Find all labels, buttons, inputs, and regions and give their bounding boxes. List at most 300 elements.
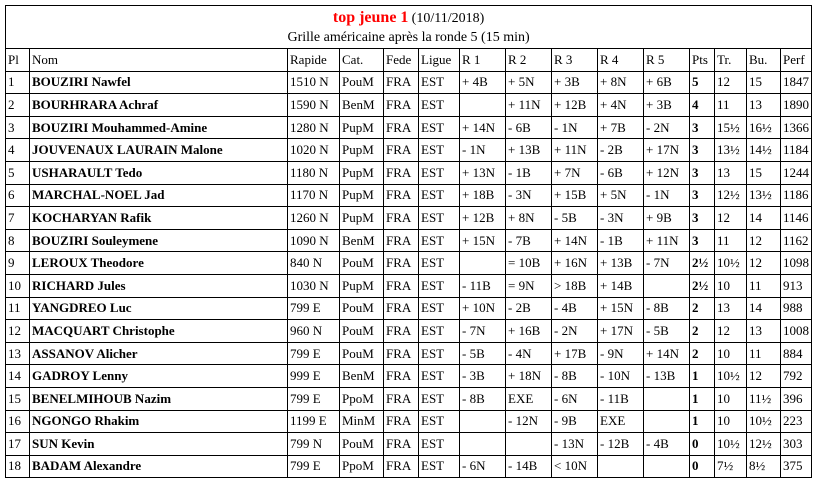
cell-round-3: + 15B bbox=[552, 184, 598, 207]
cell-rapid-rating: 1199 E bbox=[288, 410, 340, 433]
cell-performance: 396 bbox=[781, 387, 812, 410]
cell-round-5: - 8B bbox=[644, 297, 690, 320]
cell-buchholz: 14 bbox=[747, 297, 781, 320]
cell-round-2: - 4N bbox=[506, 342, 552, 365]
cell-points: 2½ bbox=[690, 252, 715, 275]
cell-round-2: - 14B bbox=[506, 455, 552, 478]
cell-round-4: - 1B bbox=[598, 229, 644, 252]
cell-name: YANGDREO Luc bbox=[30, 297, 288, 320]
cell-name: USHARAULT Tedo bbox=[30, 161, 288, 184]
table-row bbox=[6, 387, 812, 410]
tournament-date: (10/11/2018) bbox=[411, 10, 485, 26]
cell-place: 2 bbox=[6, 94, 30, 117]
table-row bbox=[6, 161, 812, 184]
cell-rapid-rating: 799 E bbox=[288, 455, 340, 478]
cell-round-3: - 6N bbox=[552, 387, 598, 410]
cell-category: PpoM bbox=[340, 387, 384, 410]
cell-performance: 1162 bbox=[781, 229, 812, 252]
cell-round-2: + 16B bbox=[506, 320, 552, 343]
cell-category: PupM bbox=[340, 184, 384, 207]
cell-buchholz: 14 bbox=[747, 207, 781, 230]
table-row bbox=[6, 342, 812, 365]
cell-round-4: - 3N bbox=[598, 207, 644, 230]
grid-subtitle: Grille américaine après la ronde 5 (15 min) bbox=[287, 29, 530, 45]
cell-performance: 1890 bbox=[781, 94, 812, 117]
cell-round-4: + 13B bbox=[598, 252, 644, 275]
cell-league: EST bbox=[419, 116, 460, 139]
header-federation: Fede bbox=[384, 49, 419, 72]
cell-place: 13 bbox=[6, 342, 30, 365]
cell-round-5: - 5B bbox=[644, 320, 690, 343]
cell-league: EST bbox=[419, 365, 460, 388]
cell-rapid-rating: 799 E bbox=[288, 297, 340, 320]
cell-rapid-rating: 840 N bbox=[288, 252, 340, 275]
cell-rapid-rating: 799 E bbox=[288, 342, 340, 365]
cell-rapid-rating: 1020 N bbox=[288, 139, 340, 162]
cell-league: EST bbox=[419, 252, 460, 275]
cell-round-3: + 7N bbox=[552, 161, 598, 184]
header-name: Nom bbox=[30, 49, 288, 72]
cell-round-5 bbox=[644, 410, 690, 433]
cell-round-4: - 6B bbox=[598, 161, 644, 184]
cell-league: EST bbox=[419, 297, 460, 320]
cell-buchholz: 12 bbox=[747, 229, 781, 252]
cell-rapid-rating: 1590 N bbox=[288, 94, 340, 117]
cell-name: MACQUART Christophe bbox=[30, 320, 288, 343]
cell-league: EST bbox=[419, 207, 460, 230]
cell-category: PouM bbox=[340, 342, 384, 365]
cell-league: EST bbox=[419, 433, 460, 456]
cell-round-4: + 5N bbox=[598, 184, 644, 207]
cell-tiebreak-tr: 10 bbox=[715, 342, 747, 365]
header-round-2: R 2 bbox=[506, 49, 552, 72]
cell-league: EST bbox=[419, 184, 460, 207]
cell-round-1: - 6N bbox=[460, 455, 506, 478]
cell-performance: 1186 bbox=[781, 184, 812, 207]
cell-league: EST bbox=[419, 161, 460, 184]
table-row bbox=[6, 320, 812, 343]
cell-name: BOUZIRI Souleymene bbox=[30, 229, 288, 252]
cell-round-1 bbox=[460, 94, 506, 117]
cell-federation: FRA bbox=[384, 274, 419, 297]
cell-place: 7 bbox=[6, 207, 30, 230]
cell-performance: 375 bbox=[781, 455, 812, 478]
cell-buchholz: 12 bbox=[747, 365, 781, 388]
header-rapid-rating: Rapide bbox=[288, 49, 340, 72]
cell-points: 0 bbox=[690, 433, 715, 456]
cell-performance: 1244 bbox=[781, 161, 812, 184]
cell-federation: FRA bbox=[384, 116, 419, 139]
cell-category: BenM bbox=[340, 365, 384, 388]
cell-round-5: - 2N bbox=[644, 116, 690, 139]
cell-federation: FRA bbox=[384, 71, 419, 94]
cell-round-4: - 9N bbox=[598, 342, 644, 365]
title-row bbox=[6, 6, 812, 49]
cell-federation: FRA bbox=[384, 94, 419, 117]
cell-buchholz: 13½ bbox=[747, 184, 781, 207]
cell-points: 3 bbox=[690, 184, 715, 207]
cell-tiebreak-tr: 13 bbox=[715, 161, 747, 184]
header-round-1: R 1 bbox=[460, 49, 506, 72]
table-row bbox=[6, 184, 812, 207]
cell-place: 4 bbox=[6, 139, 30, 162]
cell-round-1 bbox=[460, 433, 506, 456]
cell-round-4: + 7B bbox=[598, 116, 644, 139]
cell-round-5: + 11N bbox=[644, 229, 690, 252]
cell-round-1: + 15N bbox=[460, 229, 506, 252]
cell-name: SUN Kevin bbox=[30, 433, 288, 456]
cell-round-2: + 5N bbox=[506, 71, 552, 94]
results-grid-container bbox=[5, 5, 811, 488]
cell-federation: FRA bbox=[384, 455, 419, 478]
cell-points: 1 bbox=[690, 365, 715, 388]
cell-round-2: - 7B bbox=[506, 229, 552, 252]
cell-points: 1 bbox=[690, 410, 715, 433]
cell-federation: FRA bbox=[384, 207, 419, 230]
cell-round-3: + 16N bbox=[552, 252, 598, 275]
cell-round-2: - 12N bbox=[506, 410, 552, 433]
cell-round-1: - 7N bbox=[460, 320, 506, 343]
cell-performance: 1098 bbox=[781, 252, 812, 275]
header-round-5: R 5 bbox=[644, 49, 690, 72]
cell-round-5: - 4B bbox=[644, 433, 690, 456]
cell-league: EST bbox=[419, 455, 460, 478]
cell-place: 15 bbox=[6, 387, 30, 410]
cell-round-2: - 2B bbox=[506, 297, 552, 320]
cell-rapid-rating: 960 N bbox=[288, 320, 340, 343]
cell-buchholz: 14½ bbox=[747, 139, 781, 162]
cell-federation: FRA bbox=[384, 297, 419, 320]
header-performance: Perf bbox=[781, 49, 812, 72]
cell-performance: 1847 bbox=[781, 71, 812, 94]
cell-tiebreak-tr: 12½ bbox=[715, 184, 747, 207]
cell-tiebreak-tr: 12 bbox=[715, 71, 747, 94]
tournament-title bbox=[6, 8, 811, 28]
header-row bbox=[6, 49, 812, 72]
cell-round-4 bbox=[598, 455, 644, 478]
cell-buchholz: 13 bbox=[747, 94, 781, 117]
cell-points: 5 bbox=[690, 71, 715, 94]
cell-name: BOUZIRI Mouhammed-Amine bbox=[30, 116, 288, 139]
cell-category: BenM bbox=[340, 94, 384, 117]
cell-category: PupM bbox=[340, 139, 384, 162]
cell-league: EST bbox=[419, 387, 460, 410]
cell-round-4: + 8N bbox=[598, 71, 644, 94]
cell-round-1: + 18B bbox=[460, 184, 506, 207]
table-row bbox=[6, 455, 812, 478]
cell-round-4: - 11B bbox=[598, 387, 644, 410]
cell-league: EST bbox=[419, 71, 460, 94]
cell-tiebreak-tr: 12 bbox=[715, 320, 747, 343]
cell-round-2: + 11N bbox=[506, 94, 552, 117]
cell-round-4: + 14B bbox=[598, 274, 644, 297]
cell-rapid-rating: 1090 N bbox=[288, 229, 340, 252]
table-row bbox=[6, 410, 812, 433]
table-row bbox=[6, 297, 812, 320]
cell-federation: FRA bbox=[384, 320, 419, 343]
cell-name: BADAM Alexandre bbox=[30, 455, 288, 478]
cell-round-3: + 17B bbox=[552, 342, 598, 365]
cell-name: KOCHARYAN Rafik bbox=[30, 207, 288, 230]
cell-round-2: + 18N bbox=[506, 365, 552, 388]
cell-category: PouM bbox=[340, 71, 384, 94]
cell-buchholz: 11½ bbox=[747, 387, 781, 410]
table-row bbox=[6, 139, 812, 162]
cell-federation: FRA bbox=[384, 184, 419, 207]
cell-round-2: EXE bbox=[506, 387, 552, 410]
cell-round-1: - 11B bbox=[460, 274, 506, 297]
cell-round-5: + 17N bbox=[644, 139, 690, 162]
cell-place: 5 bbox=[6, 161, 30, 184]
cell-league: EST bbox=[419, 229, 460, 252]
cell-round-3: - 4B bbox=[552, 297, 598, 320]
header-points: Pts bbox=[690, 49, 715, 72]
cell-federation: FRA bbox=[384, 229, 419, 252]
cell-performance: 1146 bbox=[781, 207, 812, 230]
cell-round-3: - 8B bbox=[552, 365, 598, 388]
cell-rapid-rating: 1180 N bbox=[288, 161, 340, 184]
header-league: Ligue bbox=[419, 49, 460, 72]
cell-buchholz: 16½ bbox=[747, 116, 781, 139]
cell-federation: FRA bbox=[384, 387, 419, 410]
cell-round-2: = 10B bbox=[506, 252, 552, 275]
cell-place: 10 bbox=[6, 274, 30, 297]
cell-buchholz: 8½ bbox=[747, 455, 781, 478]
cell-tiebreak-tr: 10 bbox=[715, 387, 747, 410]
cell-round-4: - 12B bbox=[598, 433, 644, 456]
cell-rapid-rating: 1260 N bbox=[288, 207, 340, 230]
cell-round-4: + 15N bbox=[598, 297, 644, 320]
cell-tiebreak-tr: 10½ bbox=[715, 252, 747, 275]
cell-rapid-rating: 1510 N bbox=[288, 71, 340, 94]
cell-name: RICHARD Jules bbox=[30, 274, 288, 297]
cell-round-2: - 6B bbox=[506, 116, 552, 139]
cell-round-3: - 13N bbox=[552, 433, 598, 456]
cell-federation: FRA bbox=[384, 433, 419, 456]
table-row bbox=[6, 365, 812, 388]
cell-category: PupM bbox=[340, 161, 384, 184]
cell-round-2: - 3N bbox=[506, 184, 552, 207]
cell-league: EST bbox=[419, 342, 460, 365]
cell-round-3: + 11N bbox=[552, 139, 598, 162]
cell-federation: FRA bbox=[384, 342, 419, 365]
header-tiebreak-tr: Tr. bbox=[715, 49, 747, 72]
cell-round-4: EXE bbox=[598, 410, 644, 433]
table-row bbox=[6, 207, 812, 230]
tournament-name: top jeune 1 bbox=[332, 8, 409, 26]
cell-round-2 bbox=[506, 433, 552, 456]
cell-round-5: + 3B bbox=[644, 94, 690, 117]
cell-name: BOUZIRI Nawfel bbox=[30, 71, 288, 94]
cell-buchholz: 15 bbox=[747, 161, 781, 184]
cell-round-3: > 18B bbox=[552, 274, 598, 297]
cell-round-4: + 17N bbox=[598, 320, 644, 343]
header-buchholz: Bu. bbox=[747, 49, 781, 72]
cell-points: 2 bbox=[690, 297, 715, 320]
cell-place: 11 bbox=[6, 297, 30, 320]
cell-round-1: + 12B bbox=[460, 207, 506, 230]
cell-round-1: - 3B bbox=[460, 365, 506, 388]
cell-category: PouM bbox=[340, 297, 384, 320]
cell-round-1: - 5B bbox=[460, 342, 506, 365]
cell-points: 3 bbox=[690, 139, 715, 162]
cell-round-4: - 10N bbox=[598, 365, 644, 388]
cell-round-1: + 4B bbox=[460, 71, 506, 94]
cell-points: 3 bbox=[690, 229, 715, 252]
cell-points: 3 bbox=[690, 116, 715, 139]
cell-points: 0 bbox=[690, 455, 715, 478]
cell-rapid-rating: 1280 N bbox=[288, 116, 340, 139]
cell-round-3: < 10N bbox=[552, 455, 598, 478]
cell-round-5: - 1N bbox=[644, 184, 690, 207]
cell-round-3: - 2N bbox=[552, 320, 598, 343]
cell-tiebreak-tr: 11 bbox=[715, 229, 747, 252]
cell-federation: FRA bbox=[384, 139, 419, 162]
cell-round-4: - 2B bbox=[598, 139, 644, 162]
cell-federation: FRA bbox=[384, 410, 419, 433]
cell-performance: 223 bbox=[781, 410, 812, 433]
cell-round-5: + 6B bbox=[644, 71, 690, 94]
cell-place: 3 bbox=[6, 116, 30, 139]
cell-category: PouM bbox=[340, 320, 384, 343]
table-row bbox=[6, 116, 812, 139]
header-round-3: R 3 bbox=[552, 49, 598, 72]
cell-tiebreak-tr: 15½ bbox=[715, 116, 747, 139]
table-row bbox=[6, 252, 812, 275]
cell-tiebreak-tr: 13 bbox=[715, 297, 747, 320]
cell-rapid-rating: 999 E bbox=[288, 365, 340, 388]
results-table bbox=[5, 5, 812, 478]
cell-buchholz: 15 bbox=[747, 71, 781, 94]
header-place: Pl bbox=[6, 49, 30, 72]
cell-federation: FRA bbox=[384, 365, 419, 388]
cell-federation: FRA bbox=[384, 161, 419, 184]
cell-points: 3 bbox=[690, 207, 715, 230]
cell-round-5: + 14N bbox=[644, 342, 690, 365]
cell-category: PupM bbox=[340, 274, 384, 297]
cell-round-5: + 9B bbox=[644, 207, 690, 230]
cell-rapid-rating: 799 N bbox=[288, 433, 340, 456]
cell-round-1: + 13N bbox=[460, 161, 506, 184]
cell-buchholz: 12 bbox=[747, 252, 781, 275]
cell-performance: 1184 bbox=[781, 139, 812, 162]
cell-tiebreak-tr: 10 bbox=[715, 410, 747, 433]
cell-round-5: - 7N bbox=[644, 252, 690, 275]
cell-points: 3 bbox=[690, 161, 715, 184]
cell-performance: 1008 bbox=[781, 320, 812, 343]
cell-place: 1 bbox=[6, 71, 30, 94]
cell-round-1: - 8B bbox=[460, 387, 506, 410]
cell-buchholz: 11 bbox=[747, 342, 781, 365]
cell-points: 2½ bbox=[690, 274, 715, 297]
cell-name: LEROUX Theodore bbox=[30, 252, 288, 275]
cell-rapid-rating: 1170 N bbox=[288, 184, 340, 207]
cell-name: BOURHRARA Achraf bbox=[30, 94, 288, 117]
cell-round-3: - 9B bbox=[552, 410, 598, 433]
cell-place: 17 bbox=[6, 433, 30, 456]
cell-round-2: - 1B bbox=[506, 161, 552, 184]
cell-place: 14 bbox=[6, 365, 30, 388]
cell-round-5: - 13B bbox=[644, 365, 690, 388]
cell-performance: 1366 bbox=[781, 116, 812, 139]
cell-round-3: + 14N bbox=[552, 229, 598, 252]
table-row bbox=[6, 433, 812, 456]
cell-performance: 884 bbox=[781, 342, 812, 365]
cell-place: 9 bbox=[6, 252, 30, 275]
cell-performance: 913 bbox=[781, 274, 812, 297]
cell-federation: FRA bbox=[384, 252, 419, 275]
cell-round-1: + 10N bbox=[460, 297, 506, 320]
header-category: Cat. bbox=[340, 49, 384, 72]
cell-points: 1 bbox=[690, 387, 715, 410]
cell-round-1: + 14N bbox=[460, 116, 506, 139]
cell-rapid-rating: 799 E bbox=[288, 387, 340, 410]
cell-tiebreak-tr: 12 bbox=[715, 207, 747, 230]
cell-category: MinM bbox=[340, 410, 384, 433]
cell-place: 12 bbox=[6, 320, 30, 343]
cell-round-3: + 12B bbox=[552, 94, 598, 117]
cell-round-2: + 13B bbox=[506, 139, 552, 162]
cell-place: 6 bbox=[6, 184, 30, 207]
cell-category: PupM bbox=[340, 207, 384, 230]
cell-category: PupM bbox=[340, 116, 384, 139]
cell-buchholz: 11 bbox=[747, 274, 781, 297]
cell-rapid-rating: 1030 N bbox=[288, 274, 340, 297]
cell-name: GADROY Lenny bbox=[30, 365, 288, 388]
cell-round-5 bbox=[644, 387, 690, 410]
cell-round-5: + 12N bbox=[644, 161, 690, 184]
cell-round-5 bbox=[644, 274, 690, 297]
cell-round-5 bbox=[644, 455, 690, 478]
cell-league: EST bbox=[419, 274, 460, 297]
cell-place: 16 bbox=[6, 410, 30, 433]
cell-performance: 303 bbox=[781, 433, 812, 456]
cell-round-4: + 4N bbox=[598, 94, 644, 117]
cell-tiebreak-tr: 10½ bbox=[715, 433, 747, 456]
cell-round-1 bbox=[460, 252, 506, 275]
cell-league: EST bbox=[419, 139, 460, 162]
cell-league: EST bbox=[419, 94, 460, 117]
cell-round-1: - 1N bbox=[460, 139, 506, 162]
cell-place: 8 bbox=[6, 229, 30, 252]
cell-buchholz: 13 bbox=[747, 320, 781, 343]
cell-buchholz: 10½ bbox=[747, 410, 781, 433]
cell-points: 2 bbox=[690, 342, 715, 365]
cell-name: ASSANOV Alicher bbox=[30, 342, 288, 365]
cell-place: 18 bbox=[6, 455, 30, 478]
table-row bbox=[6, 94, 812, 117]
table-row bbox=[6, 274, 812, 297]
cell-name: MARCHAL-NOEL Jad bbox=[30, 184, 288, 207]
cell-round-3: - 1N bbox=[552, 116, 598, 139]
cell-points: 4 bbox=[690, 94, 715, 117]
cell-points: 2 bbox=[690, 320, 715, 343]
cell-round-1 bbox=[460, 410, 506, 433]
cell-name: JOUVENAUX LAURAIN Malone bbox=[30, 139, 288, 162]
table-row bbox=[6, 229, 812, 252]
cell-round-2: = 9N bbox=[506, 274, 552, 297]
cell-name: BENELMIHOUB Nazim bbox=[30, 387, 288, 410]
cell-league: EST bbox=[419, 320, 460, 343]
cell-category: PouM bbox=[340, 433, 384, 456]
cell-tiebreak-tr: 10½ bbox=[715, 365, 747, 388]
cell-round-3: + 3B bbox=[552, 71, 598, 94]
cell-round-2: + 8N bbox=[506, 207, 552, 230]
cell-buchholz: 12½ bbox=[747, 433, 781, 456]
table-row bbox=[6, 71, 812, 94]
cell-category: BenM bbox=[340, 229, 384, 252]
cell-tiebreak-tr: 7½ bbox=[715, 455, 747, 478]
